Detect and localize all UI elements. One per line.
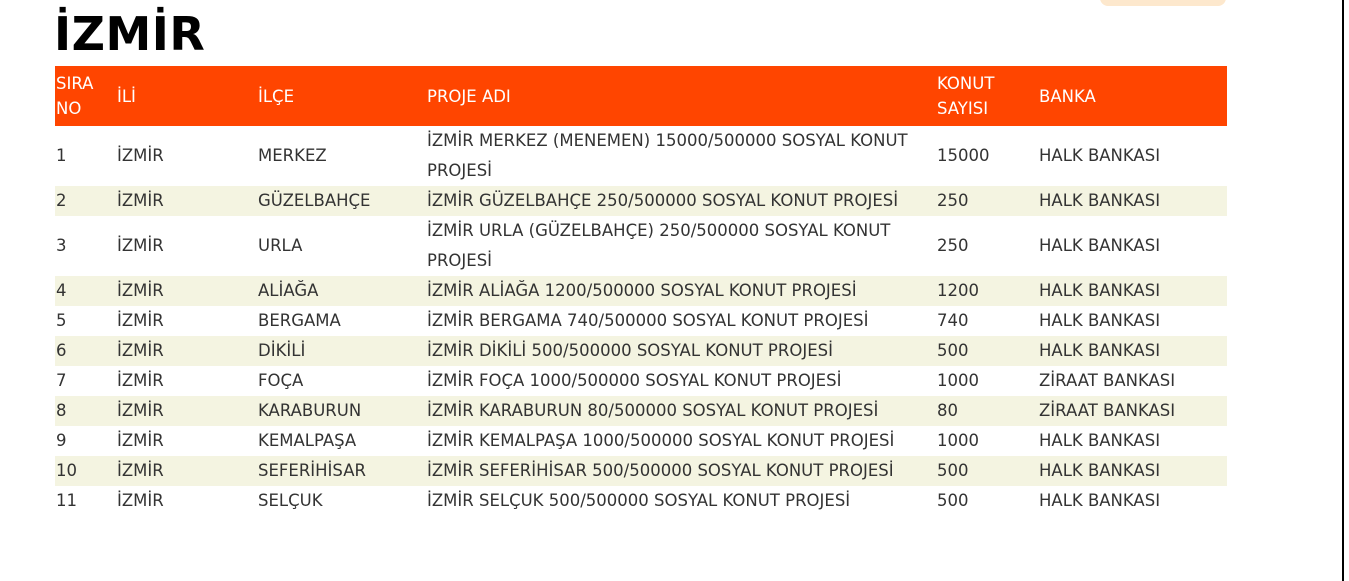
cell-il: İZMİR: [116, 186, 257, 216]
cell-proje-adi: İZMİR ALİAĞA 1200/500000 SOSYAL KONUT PROJESİ: [426, 276, 936, 306]
cell-konut-sayisi: 1200: [936, 276, 1038, 306]
table-row: [55, 306, 1227, 336]
window-edge-divider: [1342, 0, 1344, 581]
cell-konut-sayisi: 740: [937, 311, 969, 330]
header-proje-adi: PROJE ADI: [426, 66, 936, 126]
cell-sira-no: 11: [56, 491, 77, 510]
housing-projects-table: [55, 66, 1227, 516]
cell-ilce: MERKEZ: [258, 146, 327, 165]
cell-banka: HALK BANKASI: [1039, 431, 1161, 450]
cell-konut-sayisi: 250: [936, 186, 1038, 216]
cell-sira-no: 6: [55, 336, 116, 366]
table-row: [55, 486, 1227, 516]
cell-ilce: SELÇUK: [258, 491, 323, 510]
table-row: [55, 216, 1227, 276]
cell-il: İZMİR: [117, 371, 164, 390]
cell-ilce: ALİAĞA: [257, 276, 426, 306]
cell-konut-sayisi: 1000: [937, 371, 979, 390]
cell-il: İZMİR: [116, 456, 257, 486]
cell-proje-adi: İZMİR KARABURUN 80/500000 SOSYAL KONUT PROJESİ: [426, 396, 936, 426]
cell-il: İZMİR: [117, 236, 164, 255]
cell-ilce: KEMALPAŞA: [258, 431, 357, 450]
cell-ilce: DİKİLİ: [257, 336, 426, 366]
cell-konut-sayisi: 80: [936, 396, 1038, 426]
cell-il: İZMİR: [116, 396, 257, 426]
cell-il: İZMİR: [117, 431, 164, 450]
cell-il: İZMİR: [117, 146, 164, 165]
cell-proje-adi: İZMİR BERGAMA 740/500000 SOSYAL KONUT PROJESİ: [427, 311, 869, 330]
header-il: İLİ: [116, 66, 257, 126]
cell-konut-sayisi: 500: [936, 336, 1038, 366]
table-row: [55, 366, 1227, 396]
cell-banka: HALK BANKASI: [1039, 146, 1161, 165]
cell-proje-adi: İZMİR KEMALPAŞA 1000/500000 SOSYAL KONUT PROJESİ: [427, 431, 895, 450]
cell-proje-adi: İZMİR GÜZELBAHÇE 250/500000 SOSYAL KONUT PROJESİ: [426, 186, 936, 216]
table-row: [55, 186, 1227, 216]
table-row: [55, 456, 1227, 486]
cell-proje-adi: İZMİR DİKİLİ 500/500000 SOSYAL KONUT PROJESİ: [426, 336, 936, 366]
cell-proje-adi: İZMİR SEFERİHİSAR 500/500000 SOSYAL KONUT PROJESİ: [426, 456, 936, 486]
cell-ilce: GÜZELBAHÇE: [257, 186, 426, 216]
cell-banka: HALK BANKASI: [1039, 311, 1161, 330]
cell-sira-no: 4: [55, 276, 116, 306]
cell-banka: HALK BANKASI: [1038, 456, 1227, 486]
cell-banka: ZİRAAT BANKASI: [1039, 371, 1176, 390]
cell-konut-sayisi: 1000: [937, 431, 979, 450]
cell-proje-adi: İZMİR SELÇUK 500/500000 SOSYAL KONUT PROJESİ: [427, 491, 851, 510]
cell-sira-no: 1: [56, 146, 67, 165]
cell-banka: HALK BANKASI: [1038, 276, 1227, 306]
table-row: [55, 276, 1227, 306]
table-row: [55, 126, 1227, 186]
cell-proje-adi: İZMİR URLA (GÜZELBAHÇE) 250/500000 SOSYAL KONUT PROJESİ: [427, 221, 891, 270]
header-sira-no: SIRA NO: [55, 66, 116, 126]
table-row: [55, 396, 1227, 426]
table-header-row: [55, 66, 1227, 126]
cell-konut-sayisi: 250: [937, 236, 969, 255]
cell-il: İZMİR: [117, 491, 164, 510]
cell-sira-no: 2: [55, 186, 116, 216]
page-title: İZMİR: [54, 7, 206, 61]
cell-sira-no: 7: [56, 371, 67, 390]
table-row: [55, 336, 1227, 366]
cell-sira-no: 10: [55, 456, 116, 486]
cell-il: İZMİR: [116, 336, 257, 366]
cell-ilce: FOÇA: [258, 371, 304, 390]
cell-konut-sayisi: 500: [937, 491, 969, 510]
header-banka: BANKA: [1038, 66, 1227, 126]
cell-banka: ZİRAAT BANKASI: [1038, 396, 1227, 426]
cell-banka: HALK BANKASI: [1039, 491, 1161, 510]
cell-proje-adi: İZMİR MERKEZ (MENEMEN) 15000/500000 SOSYAL KONUT PROJESİ: [427, 131, 908, 180]
cell-sira-no: 9: [56, 431, 67, 450]
cell-ilce: SEFERİHİSAR: [257, 456, 426, 486]
cell-proje-adi: İZMİR FOÇA 1000/500000 SOSYAL KONUT PROJESİ: [427, 371, 842, 390]
table-row: [55, 426, 1227, 456]
cell-il: İZMİR: [116, 276, 257, 306]
header-ilce: İLÇE: [257, 66, 426, 126]
cell-ilce: URLA: [258, 236, 303, 255]
cell-banka: HALK BANKASI: [1039, 236, 1161, 255]
cell-sira-no: 5: [56, 311, 67, 330]
cell-konut-sayisi: 15000: [937, 146, 990, 165]
header-konut-sayisi: KONUT SAYISI: [936, 66, 1038, 126]
cell-banka: HALK BANKASI: [1038, 336, 1227, 366]
cell-sira-no: 3: [56, 236, 67, 255]
cell-sira-no: 8: [55, 396, 116, 426]
cell-ilce: BERGAMA: [258, 311, 341, 330]
top-pill-button[interactable]: [1100, 0, 1226, 6]
cell-banka: HALK BANKASI: [1038, 186, 1227, 216]
cell-konut-sayisi: 500: [936, 456, 1038, 486]
cell-ilce: KARABURUN: [257, 396, 426, 426]
cell-il: İZMİR: [117, 311, 164, 330]
